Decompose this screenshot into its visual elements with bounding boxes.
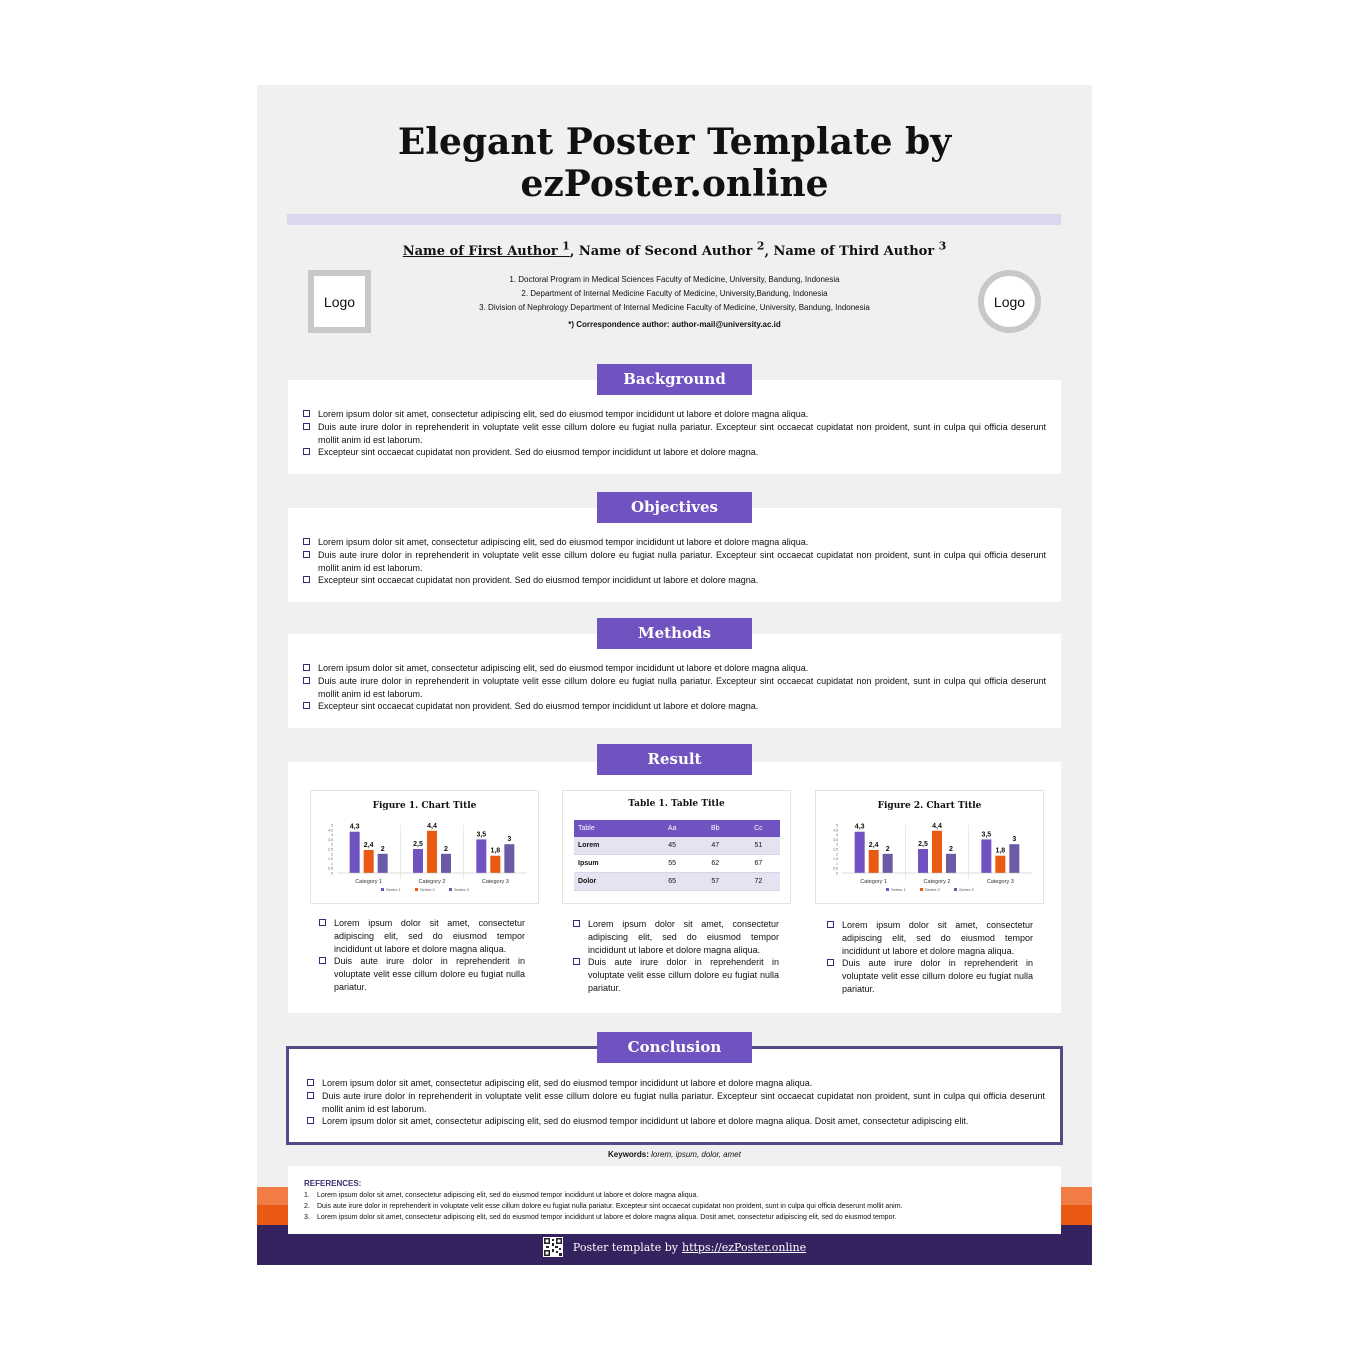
data-label: 3,5	[476, 831, 487, 839]
figure-2-chart	[822, 819, 1037, 901]
list-item: Excepteur sint occaecat cupidatat non provident. Sed do eiusmod tempor incididunt ut labore et dolore magna.	[301, 700, 1046, 713]
list-item: Duis aute irure dolor in reprehenderit in voluptate velit esse cillum dolore eu fugiat nulla pariatur. Excepteur sint occaecat cupidatat non proident, sunt in culpa qui officia deserunt mollit anim id est laborum.	[301, 675, 1046, 701]
x-tick-label: Category 3	[481, 879, 509, 885]
chart-bar	[918, 849, 928, 873]
figure-1-chart	[317, 819, 532, 901]
data-label: 1,8	[995, 847, 1006, 855]
x-tick-label: Category 2	[418, 879, 446, 885]
title-divider	[287, 214, 1061, 225]
table-cell: 47	[694, 837, 737, 855]
chart-bar	[427, 831, 437, 873]
list-item: Lorem ipsum dolor sit amet, consectetur adipiscing elit, sed do eiusmod tempor incididunt ut labore et dolore magna aliqua.	[317, 917, 525, 955]
author-line: Name of First Author $^1$, Name of Second Author $^2$, Name of Third Author $^3$	[402, 240, 947, 260]
keywords-label: Keywords:	[608, 1150, 649, 1159]
legend-label: Series 1	[386, 887, 401, 892]
second-author: Name of Second Author $^2$	[578, 240, 765, 260]
table-1-card	[562, 790, 791, 904]
affiliation-3: 3. Division of Nephrology Department of Internal Medicine Faculty of Medicine, University, Bandung, Indonesia	[479, 303, 870, 312]
y-tick-label: 0,5	[833, 866, 838, 871]
qr-code-icon	[543, 1237, 563, 1257]
y-tick-label: 0	[836, 871, 838, 876]
chart-bar	[490, 856, 500, 873]
checkbox-bullet-icon	[303, 538, 310, 545]
y-tick-label: 2,5	[833, 847, 838, 852]
y-tick-label: 4	[836, 833, 838, 838]
poster-title: Elegant Poster Template by ezPoster.online	[397, 121, 952, 205]
list-item: Duis aute irure dolor in reprehenderit in voluptate velit esse cillum dolore eu fugiat nulla pariatur. Excepteur sint occaecat cupidatat non proident, sunt in culpa qui officia deserunt mollit anim id est laborum.	[305, 1090, 1045, 1116]
correspondence: *) Correspondence author: author-mail@university.ac.id	[568, 320, 781, 329]
background-list	[301, 408, 1046, 459]
y-tick-label: 1	[836, 861, 838, 866]
first-author: Name of First Author $^1$	[402, 240, 570, 260]
data-label: 2,5	[918, 841, 928, 848]
table-cell: 67	[737, 855, 780, 873]
table-cell: Lorem	[574, 837, 651, 855]
result-panel	[288, 762, 1061, 1013]
data-label: 3,5	[981, 831, 992, 839]
affiliation-1: 1. Doctoral Program in Medical Sciences Faculty of Medicine, University, Bandung, Indonesia	[509, 275, 840, 284]
figure-1-card	[310, 790, 539, 904]
list-item: Excepteur sint occaecat cupidatat non provident. Sed do eiusmod tempor incididunt ut labore et dolore magna.	[301, 574, 1046, 587]
list-item: Excepteur sint occaecat cupidatat non provident. Sed do eiusmod tempor incididunt ut labore et dolore magna.	[301, 446, 1046, 459]
x-tick-label: Category 1	[355, 879, 383, 885]
table-row	[574, 855, 780, 873]
logo-right: Logo	[978, 270, 1041, 333]
chart-bar	[946, 854, 956, 873]
table-cell: 55	[651, 855, 694, 873]
chart-bar	[883, 854, 893, 873]
data-label: 4,3	[349, 823, 360, 831]
chart-bar	[441, 854, 451, 873]
methods-list	[301, 662, 1046, 713]
reference-item: 2. Duis aute irure dolor in reprehenderit in voluptate velit esse cillum dolore eu fugiat nulla pariatur. Excepteur sint occaecat cupidatat non proident, sunt in culpa qui officia deserunt mollit anim.	[304, 1203, 903, 1210]
table-cell: 72	[737, 873, 780, 891]
legend-swatch	[381, 888, 384, 891]
table-row	[574, 837, 780, 855]
data-label: 1,8	[490, 847, 501, 855]
section-title-conclusion: Conclusion	[597, 1032, 752, 1063]
table-header-cell: Cc	[737, 820, 780, 837]
figure-2-notes	[825, 919, 1033, 996]
checkbox-bullet-icon	[303, 448, 310, 455]
third-author: Name of Third Author $^3$	[773, 240, 947, 260]
chart-bar	[855, 832, 865, 873]
chart-bar	[504, 844, 514, 873]
checkbox-bullet-icon	[303, 576, 310, 583]
data-label: 4,3	[854, 823, 865, 831]
y-tick-label: 5	[331, 823, 333, 828]
checkbox-bullet-icon	[303, 423, 310, 430]
legend-label: Series 3	[454, 887, 469, 892]
data-label: 2	[444, 845, 448, 853]
figure-1-notes	[317, 917, 525, 994]
table-header-cell: Bb	[694, 820, 737, 837]
list-item: Lorem ipsum dolor sit amet, consectetur adipiscing elit, sed do eiusmod tempor incididunt ut labore et dolore magna aliqua.	[301, 662, 1046, 675]
y-tick-label: 1,5	[833, 857, 838, 862]
list-item: Lorem ipsum dolor sit amet, consectetur adipiscing elit, sed do eiusmod tempor incididunt ut labore et dolore magna aliqua. Dosit amet, consectetur adipiscing elit.	[305, 1115, 1045, 1128]
list-item: Duis aute irure dolor in reprehenderit in voluptate velit esse cillum dolore eu fugiat nulla pariatur. Excepteur sint occaecat cupidatat non proident, sunt in culpa qui officia deserunt mollit anim id est laborum.	[301, 549, 1046, 575]
legend-label: Series 2	[420, 887, 435, 892]
references-panel	[288, 1166, 1061, 1234]
data-label: 4,4	[427, 822, 437, 830]
chart-bar	[995, 856, 1005, 873]
data-label: 4,4	[932, 822, 942, 830]
table-cell: 45	[651, 837, 694, 855]
conclusion-list	[305, 1077, 1045, 1128]
table-cell: Ipsum	[574, 855, 651, 873]
chart-bar	[413, 849, 423, 873]
chart-bar	[1009, 844, 1019, 873]
reference-item: 1. Lorem ipsum dolor sit amet, consectetur adipiscing elit, sed do eiusmod tempor incididunt ut labore et dolore magna aliqua.	[304, 1192, 699, 1199]
checkbox-bullet-icon	[303, 551, 310, 558]
checkbox-bullet-icon	[303, 677, 310, 684]
reference-item: 3. Lorem ipsum dolor sit amet, consectetur adipiscing elit, sed do eiusmod tempor incididunt ut labore et dolore magna aliqua. Dosit amet, consectetur adipiscing elit, sed do eiusmod tempor.	[304, 1214, 897, 1221]
figure-1-title: Figure 1. Chart Title	[372, 801, 477, 811]
table-header-cell: Aa	[651, 820, 694, 837]
legend-label: Series 1	[891, 887, 906, 892]
data-table	[574, 820, 780, 891]
footer-text: Poster template by	[572, 1240, 678, 1254]
chart-bar	[981, 839, 991, 873]
list-item: Lorem ipsum dolor sit amet, consectetur adipiscing elit, sed do eiusmod tempor incididunt ut labore et dolore magna aliqua.	[301, 536, 1046, 549]
footer	[257, 1237, 1092, 1257]
table-cell: 65	[651, 873, 694, 891]
y-tick-label: 0	[331, 871, 333, 876]
logo-left: Logo	[308, 270, 371, 333]
x-tick-label: Category 1	[860, 879, 888, 885]
y-tick-label: 2	[836, 852, 838, 857]
checkbox-bullet-icon	[827, 959, 834, 966]
data-label: 2	[885, 845, 890, 853]
y-tick-label: 2,5	[328, 847, 333, 852]
list-item: Duis aute irure dolor in reprehenderit in voluptate velit esse cillum dolore eu fugiat nulla pariatur.	[571, 956, 779, 994]
references-heading: REFERENCES:	[304, 1179, 362, 1188]
data-label: 2	[949, 845, 953, 853]
y-tick-label: 3,5	[833, 837, 838, 842]
legend-label: Series 2	[925, 887, 940, 892]
list-item: Lorem ipsum dolor sit amet, consectetur adipiscing elit, sed do eiusmod tempor incididunt ut labore et dolore magna aliqua.	[305, 1077, 1045, 1090]
figure-2-title: Figure 2. Chart Title	[877, 801, 982, 811]
chart-bar	[350, 832, 360, 873]
y-tick-label: 0,5	[328, 866, 333, 871]
checkbox-bullet-icon	[303, 410, 310, 417]
data-label: 3	[507, 836, 512, 844]
chart-bar	[932, 831, 942, 873]
figure-2-card	[815, 790, 1044, 904]
keywords	[257, 1150, 1092, 1159]
legend-label: Series 3	[959, 887, 974, 892]
y-tick-label: 2	[331, 852, 333, 857]
table-1-title: Table 1. Table Title	[628, 799, 725, 809]
checkbox-bullet-icon	[573, 958, 580, 965]
section-title-result: Result	[597, 744, 752, 775]
table-row	[574, 873, 780, 891]
list-item: Lorem ipsum dolor sit amet, consectetur adipiscing elit, sed do eiusmod tempor incididunt ut labore et dolore magna aliqua.	[301, 408, 1046, 421]
section-title-objectives: Objectives	[597, 492, 752, 523]
checkbox-bullet-icon	[573, 920, 580, 927]
legend-swatch	[449, 888, 452, 891]
legend-swatch	[886, 888, 889, 891]
y-tick-label: 3	[836, 842, 838, 847]
checkbox-bullet-icon	[827, 921, 834, 928]
checkbox-bullet-icon	[307, 1117, 314, 1124]
affiliations	[407, 273, 942, 332]
y-tick-label: 4,5	[833, 828, 838, 833]
chart-bar	[378, 854, 388, 873]
checkbox-bullet-icon	[303, 664, 310, 671]
checkbox-bullet-icon	[307, 1092, 314, 1099]
checkbox-bullet-icon	[307, 1079, 314, 1086]
affiliation-2: 2. Department of Internal Medicine Faculty of Medicine, University,Bandung, Indonesia	[521, 289, 828, 298]
data-label: 2,4	[868, 841, 879, 849]
legend-swatch	[415, 888, 418, 891]
list-item: Duis aute irure dolor in reprehenderit in voluptate velit esse cillum dolore eu fugiat nulla pariatur. Excepteur sint occaecat cupidatat non proident, sunt in culpa qui officia deserunt mollit anim id est laborum.	[301, 421, 1046, 447]
table-cell: Dolor	[574, 873, 651, 891]
table-cell: 62	[694, 855, 737, 873]
x-tick-label: Category 2	[923, 879, 951, 885]
keywords-value: lorem, ipsum, dolor, amet	[651, 1150, 741, 1159]
table-cell: 57	[694, 873, 737, 891]
footer-link[interactable]: https://ezPoster.online	[682, 1240, 807, 1254]
objectives-list	[301, 536, 1046, 587]
y-tick-label: 1	[331, 861, 333, 866]
y-tick-label: 4	[331, 833, 333, 838]
chart-bar	[476, 839, 486, 873]
list-item: Duis aute irure dolor in reprehenderit in voluptate velit esse cillum dolore eu fugiat nulla pariatur.	[825, 957, 1033, 995]
checkbox-bullet-icon	[319, 957, 326, 964]
data-label: 3	[1012, 836, 1017, 844]
table-1-notes	[571, 918, 779, 995]
y-tick-label: 4,5	[328, 828, 333, 833]
y-tick-label: 1,5	[328, 857, 333, 862]
list-item: Duis aute irure dolor in reprehenderit in voluptate velit esse cillum dolore eu fugiat nulla pariatur.	[317, 955, 525, 993]
y-tick-label: 3	[331, 842, 333, 847]
data-label: 2,5	[413, 841, 423, 848]
checkbox-bullet-icon	[303, 702, 310, 709]
table-header-cell: Table	[574, 820, 651, 837]
x-tick-label: Category 3	[986, 879, 1014, 885]
data-label: 2,4	[363, 841, 374, 849]
legend-swatch	[920, 888, 923, 891]
chart-bar	[869, 850, 879, 873]
list-item: Lorem ipsum dolor sit amet, consectetur adipiscing elit, sed do eiusmod tempor incididunt ut labore et dolore magna aliqua.	[571, 918, 779, 956]
section-title-background: Background	[597, 364, 752, 395]
legend-swatch	[954, 888, 957, 891]
poster	[257, 85, 1092, 1265]
list-item: Lorem ipsum dolor sit amet, consectetur adipiscing elit, sed do eiusmod tempor incididunt ut labore et dolore magna aliqua.	[825, 919, 1033, 957]
section-title-methods: Methods	[597, 618, 752, 649]
table-header-row	[574, 820, 780, 837]
checkbox-bullet-icon	[319, 919, 326, 926]
chart-bar	[364, 850, 374, 873]
y-tick-label: 5	[836, 823, 838, 828]
table-cell: 51	[737, 837, 780, 855]
data-label: 2	[380, 845, 385, 853]
references-list	[304, 1190, 902, 1223]
y-tick-label: 3,5	[328, 837, 333, 842]
